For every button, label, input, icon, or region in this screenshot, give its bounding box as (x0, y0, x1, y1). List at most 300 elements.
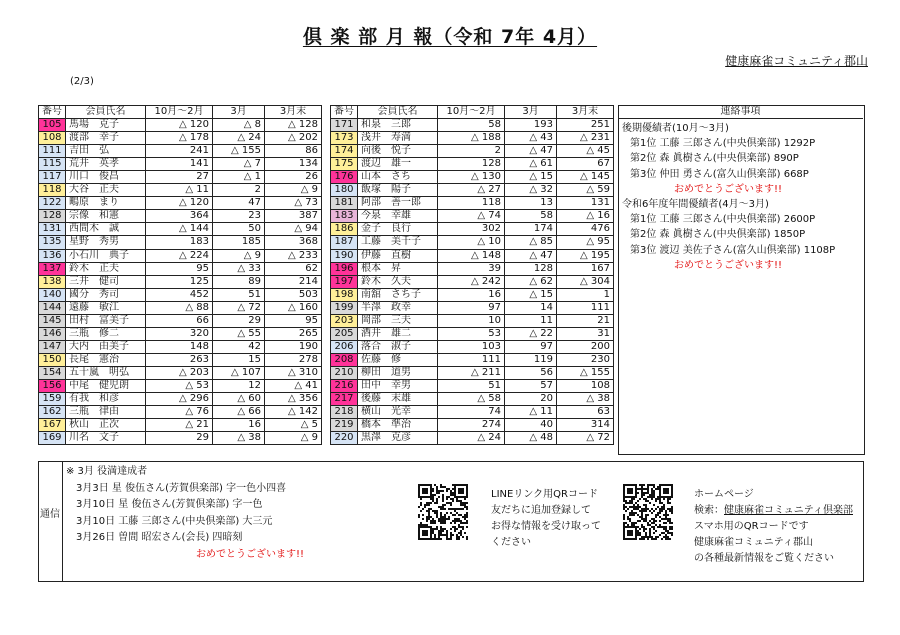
points-oct-feb: 2 (438, 145, 505, 158)
points-oct-feb: 58 (438, 119, 505, 132)
points-march-end: 314 (557, 419, 614, 432)
points-march-end: △ 128 (265, 119, 322, 132)
points-march: 128 (505, 262, 557, 275)
points-march-end: 200 (557, 340, 614, 353)
member-name: 中尾 健児朗 (66, 379, 146, 392)
points-oct-feb: △ 148 (438, 249, 505, 262)
points-march-end: △ 72 (557, 432, 614, 445)
table-row (39, 419, 322, 432)
member-number: 167 (39, 419, 66, 432)
member-number: 197 (331, 275, 358, 288)
points-march-end: △ 310 (265, 366, 322, 379)
points-oct-feb: 74 (438, 406, 505, 419)
points-march: △ 66 (213, 406, 265, 419)
member-number: 198 (331, 288, 358, 301)
table-row (39, 210, 322, 223)
points-oct-feb: 148 (146, 340, 213, 353)
member-number: 108 (39, 132, 66, 145)
points-march-end: △ 73 (265, 197, 322, 210)
member-number: 173 (331, 132, 358, 145)
points-oct-feb: 183 (146, 236, 213, 249)
points-march-end: 111 (557, 301, 614, 314)
member-name: 大谷 正夫 (66, 184, 146, 197)
points-march-end: 62 (265, 262, 322, 275)
points-oct-feb: 95 (146, 262, 213, 275)
homepage-search-link[interactable]: 健康麻雀コミュニティ倶楽部 (724, 505, 853, 516)
points-march-end: △ 41 (265, 379, 322, 392)
points-oct-feb: 263 (146, 353, 213, 366)
member-name: 田村 富美子 (66, 314, 146, 327)
member-name: 小石川 典子 (66, 249, 146, 262)
line-qr-info (491, 487, 601, 551)
member-table-left (38, 105, 322, 445)
points-oct-feb: △ 130 (438, 171, 505, 184)
points-march-end: △ 231 (557, 132, 614, 145)
member-name: 渡部 幸子 (66, 132, 146, 145)
points-oct-feb: 128 (438, 158, 505, 171)
table-row (39, 132, 322, 145)
points-march: △ 11 (505, 406, 557, 419)
table-row (331, 184, 614, 197)
points-march: △ 7 (213, 158, 265, 171)
points-oct-feb: △ 11 (146, 184, 213, 197)
achiever-line: 3月10日 工藤 三郎さん(中央倶楽部) 大三元 (76, 515, 273, 527)
points-march-end: △ 9 (265, 432, 322, 445)
table-row (39, 184, 322, 197)
bulletin-divider (62, 461, 63, 581)
points-march: △ 61 (505, 158, 557, 171)
table-row (331, 432, 614, 445)
points-march: 16 (213, 419, 265, 432)
member-name: 根本 昇 (358, 262, 438, 275)
member-name: 落合 淑子 (358, 340, 438, 353)
points-oct-feb: △ 296 (146, 393, 213, 406)
points-oct-feb: 10 (438, 314, 505, 327)
points-march: △ 9 (213, 249, 265, 262)
notice-line: 令和6年度年間優績者(4月～3月) (622, 198, 769, 210)
member-number: 122 (39, 197, 66, 210)
member-name: 有我 和彦 (66, 393, 146, 406)
points-oct-feb: 51 (438, 379, 505, 392)
congratulations-text: おめでとうございます!! (674, 259, 783, 271)
points-march: 47 (213, 197, 265, 210)
member-name: 川名 文子 (66, 432, 146, 445)
points-oct-feb: △ 27 (438, 184, 505, 197)
points-march: △ 47 (505, 249, 557, 262)
points-march: 12 (213, 379, 265, 392)
col-header-march-end: 3月末 (265, 106, 322, 119)
member-name: 長尾 憲治 (66, 353, 146, 366)
points-march-end: 21 (557, 314, 614, 327)
table-row (331, 132, 614, 145)
points-oct-feb: 53 (438, 327, 505, 340)
member-name: 星野 秀男 (66, 236, 146, 249)
member-name: 五十嵐 明弘 (66, 366, 146, 379)
member-name: 西間木 誠 (66, 223, 146, 236)
points-oct-feb: △ 76 (146, 406, 213, 419)
notice-list (622, 121, 862, 273)
line-qr-heading: LINEリンク用QRコード (491, 489, 598, 500)
member-number: 174 (331, 145, 358, 158)
points-oct-feb: △ 144 (146, 223, 213, 236)
table-row (331, 171, 614, 184)
points-march-end: △ 155 (557, 366, 614, 379)
points-oct-feb: 125 (146, 275, 213, 288)
congratulations-text: おめでとうございます!! (674, 183, 783, 195)
points-oct-feb: △ 120 (146, 197, 213, 210)
member-name: 山本 さち (358, 171, 438, 184)
points-oct-feb: 320 (146, 327, 213, 340)
table-row (331, 249, 614, 262)
points-oct-feb: △ 203 (146, 366, 213, 379)
achiever-line: 3月3日 星 俊伍さん(芳賀倶楽部) 字一色小四喜 (76, 482, 287, 494)
points-oct-feb: 97 (438, 301, 505, 314)
member-name: 宗像 和憲 (66, 210, 146, 223)
member-number: 216 (331, 379, 358, 392)
member-name: 秋山 正次 (66, 419, 146, 432)
points-march: 20 (505, 393, 557, 406)
table-row (39, 288, 322, 301)
table-row (39, 327, 322, 340)
col-header-march: 3月 (213, 106, 265, 119)
member-name: 伊藤 直樹 (358, 249, 438, 262)
points-march: 89 (213, 275, 265, 288)
points-oct-feb: △ 224 (146, 249, 213, 262)
points-march: 57 (505, 379, 557, 392)
notice-line: 第2位 森 眞樹さん(中央倶楽部) 1850P (630, 229, 806, 241)
table-row (39, 158, 322, 171)
member-name: 渡辺 雄一 (358, 158, 438, 171)
points-march-end: 503 (265, 288, 322, 301)
page-indicator: (2/3) (70, 76, 94, 87)
member-name: 後藤 末雄 (358, 393, 438, 406)
points-oct-feb: 452 (146, 288, 213, 301)
points-march: 50 (213, 223, 265, 236)
homepage-text: の各種最新情報をご覧ください (694, 553, 834, 564)
member-number: 154 (39, 366, 66, 379)
member-number: 210 (331, 366, 358, 379)
table-row (331, 158, 614, 171)
points-march: 23 (213, 210, 265, 223)
points-march: △ 22 (505, 327, 557, 340)
member-name: 柳田 道男 (358, 366, 438, 379)
member-name: 金子 良行 (358, 223, 438, 236)
table-row (331, 197, 614, 210)
points-march-end: △ 160 (265, 301, 322, 314)
member-name: 田中 幸男 (358, 379, 438, 392)
points-march-end: △ 145 (557, 171, 614, 184)
member-number: 190 (331, 249, 358, 262)
points-march: △ 48 (505, 432, 557, 445)
homepage-search-line (694, 503, 853, 519)
member-name: 大内 由美子 (66, 340, 146, 353)
table-row (331, 314, 614, 327)
line-qr-text: お得な情報を受け取って (491, 521, 601, 532)
table-row (39, 197, 322, 210)
member-name: 鴫原 まり (66, 197, 146, 210)
table-row (39, 432, 322, 445)
member-number: 159 (39, 393, 66, 406)
points-march-end: △ 233 (265, 249, 322, 262)
organization-name: 健康麻雀コミュニティ郡山 (725, 54, 868, 68)
points-oct-feb: △ 120 (146, 119, 213, 132)
member-number: 144 (39, 301, 66, 314)
points-oct-feb: △ 188 (438, 132, 505, 145)
member-number: 105 (39, 119, 66, 132)
points-oct-feb: 16 (438, 288, 505, 301)
points-march: 13 (505, 197, 557, 210)
points-march: △ 8 (213, 119, 265, 132)
member-name: 鈴木 正夫 (66, 262, 146, 275)
member-number: 196 (331, 262, 358, 275)
points-march-end: 214 (265, 275, 322, 288)
member-name: 荒井 英孝 (66, 158, 146, 171)
congratulations-text: おめでとうございます!! (196, 548, 305, 560)
points-oct-feb: 364 (146, 210, 213, 223)
member-table-right (330, 105, 614, 445)
table-row (331, 275, 614, 288)
table-row (39, 393, 322, 406)
col-header-oct-feb: 10月～2月 (146, 106, 213, 119)
col-header-number: 番号 (39, 106, 66, 119)
points-oct-feb: 141 (146, 158, 213, 171)
member-number: 181 (331, 197, 358, 210)
member-number: 117 (39, 171, 66, 184)
member-number: 183 (331, 210, 358, 223)
table-row (39, 119, 322, 132)
member-name: 岡部 三夫 (358, 314, 438, 327)
points-march-end: 167 (557, 262, 614, 275)
points-march: △ 155 (213, 145, 265, 158)
member-number: 176 (331, 171, 358, 184)
member-name: 半澤 政幸 (358, 301, 438, 314)
member-number: 203 (331, 314, 358, 327)
member-number: 145 (39, 314, 66, 327)
homepage-text: スマホ用のQRコードです (694, 521, 809, 532)
points-march: 51 (213, 288, 265, 301)
points-oct-feb: △ 53 (146, 379, 213, 392)
points-march: 29 (213, 314, 265, 327)
member-number: 140 (39, 288, 66, 301)
points-march: 185 (213, 236, 265, 249)
member-number: 175 (331, 158, 358, 171)
points-march: △ 15 (505, 171, 557, 184)
points-oct-feb: △ 178 (146, 132, 213, 145)
points-oct-feb: △ 21 (146, 419, 213, 432)
member-number: 208 (331, 353, 358, 366)
col-header-number: 番号 (331, 106, 358, 119)
homepage-heading: ホームページ (694, 489, 754, 500)
notice-line: 第3位 仲田 勇さん(富久山倶楽部) 668P (630, 168, 809, 180)
member-number: 199 (331, 301, 358, 314)
table-header-row (39, 106, 322, 119)
member-number: 135 (39, 236, 66, 249)
points-march: △ 1 (213, 171, 265, 184)
points-march: △ 85 (505, 236, 557, 249)
points-march: △ 60 (213, 393, 265, 406)
points-oct-feb: △ 211 (438, 366, 505, 379)
points-oct-feb: △ 88 (146, 301, 213, 314)
line-qr-text: 友だちに追加登録して (491, 505, 591, 516)
table-header-row (331, 106, 614, 119)
points-march-end: 134 (265, 158, 322, 171)
line-qr-code-icon[interactable] (418, 484, 468, 540)
points-march-end: △ 5 (265, 419, 322, 432)
page-title: 倶 楽 部 月 報（令和 7年 4月） (302, 26, 598, 48)
points-march: 119 (505, 353, 557, 366)
homepage-search-prefix: 検索： (694, 505, 724, 516)
achiever-line: ※ 3月 役満達成者 (66, 466, 148, 477)
table-row (331, 262, 614, 275)
yakuman-achievers-list (66, 464, 304, 563)
member-number: 115 (39, 158, 66, 171)
member-number: 219 (331, 419, 358, 432)
points-oct-feb: △ 10 (438, 236, 505, 249)
member-rows (39, 119, 322, 445)
member-number: 187 (331, 236, 358, 249)
table-row (331, 393, 614, 406)
points-march-end: 26 (265, 171, 322, 184)
table-row (331, 353, 614, 366)
points-march-end: 190 (265, 340, 322, 353)
points-march: △ 107 (213, 366, 265, 379)
points-march-end: △ 202 (265, 132, 322, 145)
table-row (39, 171, 322, 184)
member-name: 國分 秀司 (66, 288, 146, 301)
member-name: 酒井 雄二 (358, 327, 438, 340)
points-march-end: 368 (265, 236, 322, 249)
member-number: 118 (39, 184, 66, 197)
notice-line: 第3位 渡辺 美佐子さん(富久山倶楽部) 1108P (630, 244, 836, 256)
member-name: 佐藤 修 (358, 353, 438, 366)
points-oct-feb: △ 74 (438, 210, 505, 223)
points-march: 193 (505, 119, 557, 132)
points-oct-feb: 274 (438, 419, 505, 432)
table-row (39, 262, 322, 275)
points-march-end: △ 59 (557, 184, 614, 197)
points-march: △ 62 (505, 275, 557, 288)
points-oct-feb: 302 (438, 223, 505, 236)
points-march-end: △ 356 (265, 393, 322, 406)
member-name: 阿部 善一郎 (358, 197, 438, 210)
points-march: △ 38 (213, 432, 265, 445)
points-march: 11 (505, 314, 557, 327)
table-row (39, 340, 322, 353)
member-name: 浅井 寿満 (358, 132, 438, 145)
table-row (39, 366, 322, 379)
col-header-name: 会員氏名 (358, 106, 438, 119)
points-oct-feb: 39 (438, 262, 505, 275)
points-march-end: 387 (265, 210, 322, 223)
points-march: 14 (505, 301, 557, 314)
member-name: 飯塚 陽子 (358, 184, 438, 197)
points-oct-feb: 27 (146, 171, 213, 184)
member-number: 156 (39, 379, 66, 392)
member-name: 黒澤 克彦 (358, 432, 438, 445)
points-oct-feb: 29 (146, 432, 213, 445)
member-name: 三瓶 律由 (66, 406, 146, 419)
points-march: 42 (213, 340, 265, 353)
points-oct-feb: △ 58 (438, 393, 505, 406)
points-march-end: △ 195 (557, 249, 614, 262)
table-row (331, 379, 614, 392)
points-march-end: △ 95 (557, 236, 614, 249)
member-number: 217 (331, 393, 358, 406)
member-number: 218 (331, 406, 358, 419)
points-march: △ 24 (213, 132, 265, 145)
table-row (39, 353, 322, 366)
points-march-end: 95 (265, 314, 322, 327)
member-name: 横山 光幸 (358, 406, 438, 419)
points-march-end: △ 94 (265, 223, 322, 236)
points-march-end: 476 (557, 223, 614, 236)
points-march: △ 32 (505, 184, 557, 197)
points-march: 15 (213, 353, 265, 366)
achiever-line: 3月26日 曽間 昭宏さん(会長) 四暗刻 (76, 532, 243, 543)
points-march-end: 31 (557, 327, 614, 340)
member-name: 工藤 美千子 (358, 236, 438, 249)
member-name: 三瓶 修二 (66, 327, 146, 340)
col-header-name: 会員氏名 (66, 106, 146, 119)
points-march: △ 33 (213, 262, 265, 275)
points-march: 97 (505, 340, 557, 353)
member-name: 馬場 克子 (66, 119, 146, 132)
points-march: △ 72 (213, 301, 265, 314)
points-march: 174 (505, 223, 557, 236)
points-march-end: 230 (557, 353, 614, 366)
homepage-info (694, 487, 853, 567)
member-name: 三井 健司 (66, 275, 146, 288)
member-number: 180 (331, 184, 358, 197)
member-number: 150 (39, 353, 66, 366)
points-march: △ 43 (505, 132, 557, 145)
points-march: △ 47 (505, 145, 557, 158)
points-march-end: △ 38 (557, 393, 614, 406)
member-number: 136 (39, 249, 66, 262)
points-march: 56 (505, 366, 557, 379)
points-march-end: 108 (557, 379, 614, 392)
table-row (39, 275, 322, 288)
notice-line: 第2位 森 眞樹さん(中央倶楽部) 890P (630, 153, 799, 165)
member-name: 川口 俊昌 (66, 171, 146, 184)
points-march-end: 131 (557, 197, 614, 210)
points-march: 58 (505, 210, 557, 223)
table-row (39, 223, 322, 236)
table-row (331, 301, 614, 314)
points-march: △ 55 (213, 327, 265, 340)
member-rows (331, 119, 614, 445)
homepage-qr-code-icon[interactable] (623, 484, 673, 540)
member-number: 171 (331, 119, 358, 132)
table-row (331, 327, 614, 340)
member-name: 南舘 さち子 (358, 288, 438, 301)
points-march-end: 86 (265, 145, 322, 158)
points-oct-feb: △ 24 (438, 432, 505, 445)
points-march-end: △ 142 (265, 406, 322, 419)
member-name: 吉田 弘 (66, 145, 146, 158)
notice-line: 第1位 工藤 三郎さん(中央倶楽部) 1292P (630, 138, 816, 150)
table-row (331, 340, 614, 353)
member-number: 128 (39, 210, 66, 223)
line-qr-text: ください (491, 537, 531, 548)
points-oct-feb: 241 (146, 145, 213, 158)
member-number: 205 (331, 327, 358, 340)
table-row (39, 406, 322, 419)
member-number: 186 (331, 223, 358, 236)
notice-line: 第1位 工藤 三郎さん(中央倶楽部) 2600P (630, 214, 816, 226)
points-march-end: 63 (557, 406, 614, 419)
col-header-oct-feb: 10月～2月 (438, 106, 505, 119)
